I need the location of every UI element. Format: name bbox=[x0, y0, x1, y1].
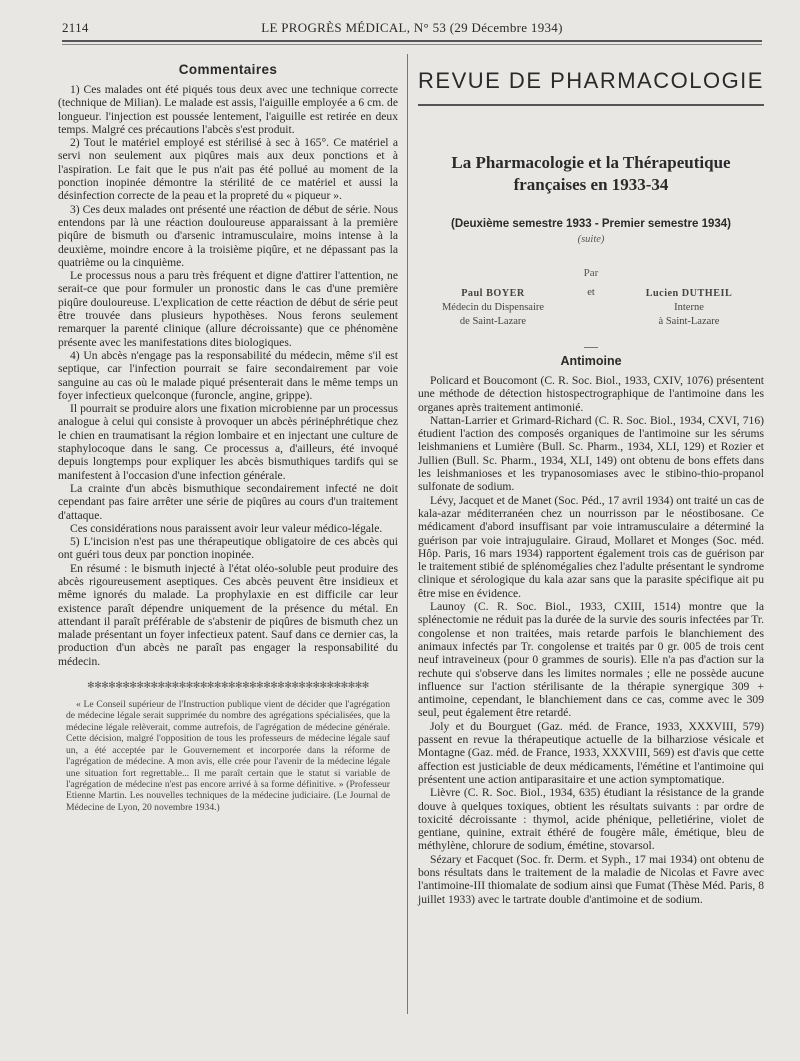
running-title: LE PROGRÈS MÉDICAL, N° 53 (29 Décembre 1934) bbox=[261, 20, 563, 35]
right-column bbox=[418, 60, 764, 906]
page-number: 2114 bbox=[62, 20, 89, 35]
authors-block bbox=[418, 287, 764, 337]
article-par: Par bbox=[583, 267, 599, 279]
author-role: Interne bbox=[674, 302, 704, 313]
paragraph: Lévy, Jacquet et de Manet (Soc. Péd., 17 avril 1934) ont traité un cas de kala-azar méditerranéen chez un nourrisson par le néostibosane. Ce médicament d'abord insuffisant par voie intramusculaire a déterminé la guérison par voie intrajugulaire. Giraud, Mollaret et Monges (Soc. méd. Hôp. Paris, 16 mars 1934) rapportent également trois cas de guérison par le traitement stibié de splénomégalies chez l'adulte présentant le syndrome clinique et sérologique du kala azar sans que la parasite spécifique ait pu être mise en évidence. bbox=[418, 493, 764, 600]
paragraph: Il pourrait se produire alors une fixation microbienne par un processus analogue à celui qui consiste à provoquer un abcès périnéphrétique chez le chien en traumatisant la région lombaire et en injectant une culture de staphylocoque dans le sang. Ce processus a, d'ailleurs, été invoqué depuis longtemps pour expliquer les abcès bismuthiques tardifs qui se manifestent à l'occasion d'une infection générale. bbox=[58, 402, 398, 482]
authors-et: et bbox=[587, 287, 595, 298]
commentaires-heading: Commentaires bbox=[178, 62, 278, 77]
header-rule bbox=[62, 40, 762, 42]
author-boyer bbox=[418, 287, 568, 329]
revue-title: REVUE DE PHARMACOLOGIE bbox=[418, 68, 764, 93]
paragraph: Sézary et Facquet (Soc. fr. Derm. et Syph., 17 mai 1934) ont obtenu de bons résultats dans le traitement de la maladie de Nicolas et Favre avec l'antimoine-III thiomalate de sodium ainsi que Fumat (Thèse Méd. Paris, 8 juillet 1933) avec le tartrate double d'antimoine et de sodium. bbox=[418, 852, 764, 906]
paragraph: Launoy (C. R. Soc. Biol., 1933, CXIII, 1514) montre que la splénectomie ne réduit pas la durée de la survie des souris infectées par Tr. congolense et non traitées, mais retarde parfois le blanchiement des animaux infectés par Tr. congolense et traités par 0 gr. 005 de trois cent neuf intraveineux (pour 0 grammes de souris). Elle n'a pas d'action sur la rechute qui s'observe dans les limites normales ; elle ne possède aucune influence sur l'action stérilisante de la thérapie synergique 309 + antimoine, cependant, le blanchiement dans ce cas, comme avec le 309 seul, peut également être retardé. bbox=[418, 600, 764, 720]
author-role: à Saint-Lazare bbox=[658, 316, 720, 327]
paragraph: 2) Tout le matériel employé est stérilisé à sec à 165°. Ce matériel a servi non seulement aux piqûres mais aux deux ponctions et à l'aspiration. Le fait que le pus n'ait pas été pollué au moment de la ponction inopinée démontre la stérilité de ce matériel et aussi la désinfection correcte de la peau et la propreté du « piqueur ». bbox=[58, 136, 398, 203]
paragraph: En résumé : le bismuth injecté à l'état oléo-soluble peut produire des abcès rigoureusement aseptiques. Ces abcès peuvent être insidieux et même ignorés du malade. La prophylaxie en est difficile car leur existence paraît dépendre uniquement de la présence du métal. En attendant il paraît préférable de s'abstenir de piqûres de bismuth chez un malade présentant un foyer infectieux patent. Sauf dans ce dernier cas, la production d'un abcès ne paraît pas engager la responsabilité du médecin. bbox=[58, 561, 398, 668]
paragraph: Le processus nous a paru très fréquent et digne d'attirer l'attention, ne serait-ce que pour formuler un pronostic dans le cas d'une première piqûre douloureuse. L'explication de cette réaction de début de série peut être trouvée dans plusieurs hypothèses. Nous ferons seulement remarquer la parenté clinique (allure décroissante) que ce phénomène présente avec les manifestations dites biologiques. bbox=[58, 269, 398, 349]
article-title-line-2: françaises en 1933-34 bbox=[513, 175, 669, 194]
author-dutheil bbox=[614, 287, 764, 329]
paragraph: Lièvre (C. R. Soc. Biol., 1934, 635) étudiant la résistance de la grande douve à quelques toxiques, obtient les résultats suivants : par ordre de toxicité décroissante : thymol, acide phénique, pelletiérine, violet de gentiane, quinine, extrait éthéré de fougère mâle, émétique, bleu de méthylène, chlorure de sodium, émétine, stovarsol. bbox=[418, 786, 764, 853]
paragraph: La crainte d'un abcès bismuthique secondairement infecté ne doit cependant pas faire arrêter une série de piqûres au cours d'un traitement d'attaque. bbox=[58, 481, 398, 522]
small-rule bbox=[584, 347, 598, 348]
article-suite: (suite) bbox=[577, 234, 605, 245]
quoted-note: « Le Conseil supérieur de l'Instruction publique vient de décider que l'agrégation de médecine légale serait supprimée du nombre des agrégations spécialisées, que la médecine légale relèverait, comme autrefois, de l'agrégation de médecine générale. Cette décision, malgré l'opposition de tous les professeurs de médecine légale sauf un, a été acceptée par le Gouvernement et incorporée dans la réforme de l'agrégation de médecine. A mon avis, elle crée pour l'avenir de la médecine légale une situation fort regrettable... Il me paraît certain que le statut si variable de l'agrégation de médecine n'est pas encore arrivé à sa forme définitive. » (Professeur Etienne Martin. Les nouvelles techniques de la médecine judiciaire. (Le Journal de Médecine de Lyon, 20 novembre 1934.) bbox=[66, 699, 390, 813]
revue-rule bbox=[418, 104, 764, 106]
paragraph: Ces considérations nous paraissent avoir leur valeur médico-légale. bbox=[70, 521, 383, 535]
left-column bbox=[58, 60, 398, 813]
article-title-line-1: La Pharmacologie et la Thérapeutique bbox=[451, 153, 731, 172]
author-role: Médecin du Dispensaire bbox=[441, 302, 545, 313]
paragraph: 3) Ces deux malades ont présenté une réaction de début de série. Nous entendons par là une réaction douloureuse apparaissant à la première piqûre de bismuth ou d'arsenic intramusculaire, moins intense à la deuxième, moindre encore à la troisième piqûre, et ne dépassant pas la quatrième ou la cinquième. bbox=[58, 202, 398, 269]
antimoine-heading: Antimoine bbox=[560, 354, 622, 368]
header-rule-thin bbox=[62, 44, 762, 45]
paragraph: Joly et du Bourguet (Gaz. méd. de France, 1933, XXXVIII, 579) passent en revue la thérapeutique actuelle de la bilharziose vésicale et Montagne (Gaz. méd. de France, 1933, XXXVIII, 569) est d'avis que cette affection est justiciable de deux médicaments, l'émétine et l'antimoine qui présentent une action antiparasitaire et une action symptomatique. bbox=[418, 719, 764, 786]
paragraph: 5) L'incision n'est pas une thérapeutique obligatoire de ces abcès qui ont guéri tous deux par ponction inopinée. bbox=[58, 535, 398, 562]
paragraph: Nattan-Larrier et Grimard-Richard (C. R. Soc. Biol., 1934, CXVI, 716) étudient l'action des composés organiques de l'antimoine sur les sérums leishmaniens et Lumière (Bull. Sc. Pharm., 1934, XLI, 129) et Rozier et Jullien (Bull. Sc. Pharm., 1934, XLI, 149) ont obtenu de bons effets dans les leishmanioses et les trypanosomiases avec le stibino-thio-propanol sulfonate de sodium. bbox=[418, 413, 764, 494]
author-name: Paul BOYER bbox=[461, 288, 525, 299]
running-header bbox=[62, 20, 762, 38]
paragraph: Policard et Boucomont (C. R. Soc. Biol., 1933, CXIV, 1076) présentent une méthode de détection histospectrographique de l'antimoine dans les organes après traitement antimonié. bbox=[418, 374, 764, 414]
article-subtitle: (Deuxième semestre 1933 - Premier semestre 1934) bbox=[450, 218, 731, 230]
article-title bbox=[418, 152, 764, 196]
paragraph: 1) Ces malades ont été piqués tous deux avec une technique correcte (technique de Milian). Le malade est assis, l'aiguille employée a 6 cm. de longueur. l'injection est poussée lentement, l'aiguille est retirée en deux temps. Malgré ces précautions l'abcès s'est produit. bbox=[58, 83, 398, 136]
author-role: de Saint-Lazare bbox=[459, 316, 527, 327]
ornament-divider: ✻✻✻✻✻✻✻✻✻✻✻✻✻✻✻✻✻✻✻✻✻✻✻✻✻✻✻✻✻✻✻✻✻✻✻✻✻✻✻✻ bbox=[87, 680, 369, 691]
column-divider bbox=[407, 54, 408, 1014]
paragraph: 4) Un abcès n'engage pas la responsabilité du médecin, même s'il est septique, car l'infection pourrait se faire secondairement par voie sanguine au cas où le malade piqué présenterait dans le même temps un foyer infectieux quelconque (furoncle, angine, grippe). bbox=[58, 348, 398, 402]
author-name: Lucien DUTHEIL bbox=[645, 288, 733, 299]
